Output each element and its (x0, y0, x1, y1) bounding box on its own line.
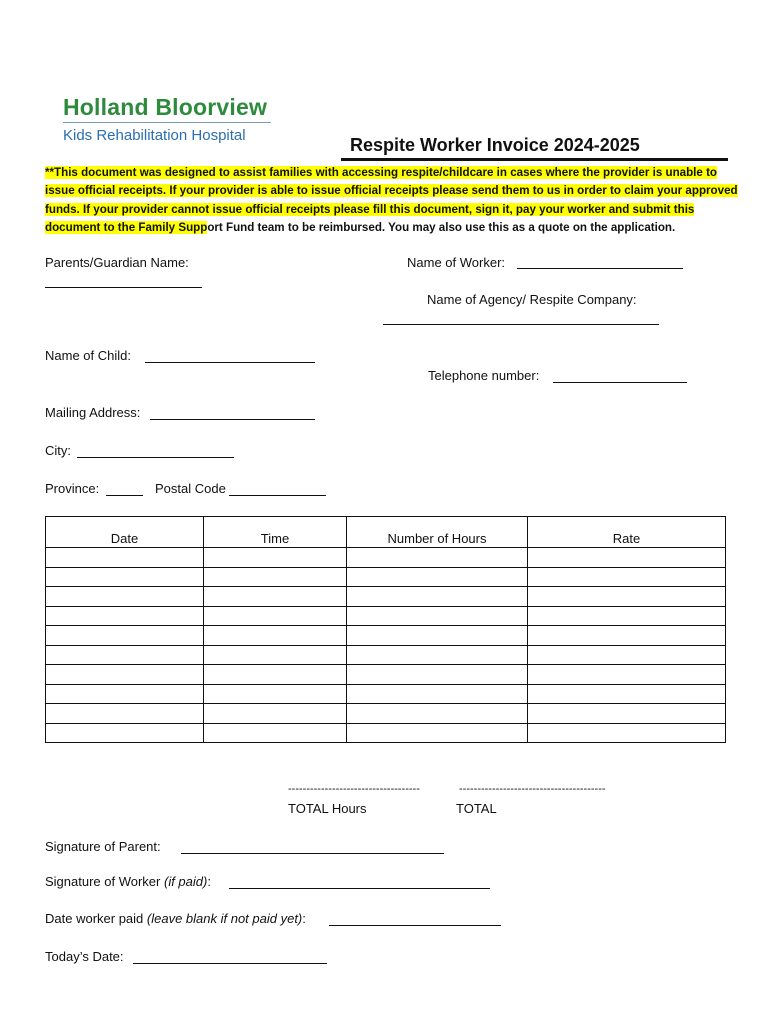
total-label: TOTAL (456, 801, 497, 816)
table-cell-date[interactable] (46, 684, 204, 704)
table-cell-rate[interactable] (528, 567, 726, 587)
parent-name-field[interactable] (45, 287, 202, 288)
todays-date-label: Today’s Date: (45, 949, 124, 964)
total-line: ---------------------------------------- (459, 783, 606, 795)
logo-subtitle: Kids Rehabilitation Hospital (63, 127, 246, 144)
column-header-date: Date (46, 517, 204, 548)
date-paid-note: (leave blank if not paid yet) (146, 911, 303, 926)
table-cell-time[interactable] (204, 645, 347, 665)
table-cell-time[interactable] (204, 626, 347, 646)
table-cell-time[interactable] (204, 606, 347, 626)
table-cell-time[interactable] (204, 587, 347, 607)
table-cell-hours[interactable] (347, 645, 528, 665)
parent-signature-field[interactable] (181, 853, 444, 854)
province-label: Province: (45, 481, 100, 496)
todays-date-field[interactable] (133, 963, 327, 964)
table-row (46, 645, 726, 665)
table-cell-hours[interactable] (347, 606, 528, 626)
table-cell-hours[interactable] (347, 704, 528, 724)
table-cell-rate[interactable] (528, 645, 726, 665)
worker-signature-note: (if paid) (163, 874, 208, 889)
table-cell-date[interactable] (46, 587, 204, 607)
date-paid-field[interactable] (329, 925, 501, 926)
logo-name: Holland Bloorview (63, 94, 268, 120)
postal-code-field[interactable] (229, 495, 326, 496)
table-cell-date[interactable] (46, 626, 204, 646)
telephone-label: Telephone number: (428, 368, 540, 383)
total-hours-line: ------------------------------------ (288, 783, 420, 795)
table-cell-date[interactable] (46, 723, 204, 743)
table-cell-hours[interactable] (347, 684, 528, 704)
date-paid-text: Date worker paid (45, 911, 147, 926)
parent-name-label: Parents/Guardian Name: (45, 255, 189, 270)
table-row (46, 626, 726, 646)
table-cell-date[interactable] (46, 567, 204, 587)
table-cell-rate[interactable] (528, 684, 726, 704)
table-cell-rate[interactable] (528, 548, 726, 568)
table-body (46, 548, 726, 743)
page-title: Respite Worker Invoice 2024-2025 (350, 135, 640, 155)
worker-name-label: Name of Worker: (407, 255, 506, 270)
worker-signature-text: Signature of Worker (45, 874, 164, 889)
table-cell-rate[interactable] (528, 704, 726, 724)
worker-name-field[interactable] (517, 268, 683, 269)
city-field[interactable] (77, 457, 234, 458)
column-header-rate: Rate (528, 517, 726, 548)
table-cell-rate[interactable] (528, 626, 726, 646)
table-row (46, 548, 726, 568)
agency-label: Name of Agency/ Respite Company: (427, 292, 637, 307)
table-cell-date[interactable] (46, 606, 204, 626)
table-cell-hours[interactable] (347, 587, 528, 607)
table-cell-time[interactable] (204, 567, 347, 587)
date-paid-colon: : (302, 911, 306, 926)
table-cell-hours[interactable] (347, 548, 528, 568)
mailing-address-label: Mailing Address: (45, 405, 141, 420)
table-cell-rate[interactable] (528, 587, 726, 607)
table-row (46, 567, 726, 587)
column-header-hours: Number of Hours (347, 517, 528, 548)
logo-divider (63, 122, 271, 123)
table-cell-time[interactable] (204, 548, 347, 568)
total-hours-label: TOTAL Hours (288, 801, 367, 816)
table-header-row (46, 517, 726, 548)
table-cell-time[interactable] (204, 704, 347, 724)
telephone-field[interactable] (553, 382, 687, 383)
table-cell-date[interactable] (46, 704, 204, 724)
agency-field[interactable] (383, 324, 659, 325)
worker-signature-field[interactable] (229, 888, 490, 889)
table-row (46, 704, 726, 724)
table-cell-time[interactable] (204, 723, 347, 743)
table-cell-date[interactable] (46, 548, 204, 568)
table-row (46, 606, 726, 626)
table-cell-rate[interactable] (528, 723, 726, 743)
notice-highlighted-text: **This document was designed to assist families with accessing respite/childcare in cases where the provider is unable to issue official receipts. If your provider is able to issue official receipts please send them to us in order to claim your approved funds. If your provider cannot issue official receipts please fill this document, sign it, pay your worker and submit this document to the Family Supp (45, 166, 738, 235)
column-header-time: Time (204, 517, 347, 548)
province-field[interactable] (106, 495, 143, 496)
child-name-label: Name of Child: (45, 348, 131, 363)
table-cell-rate[interactable] (528, 606, 726, 626)
table-cell-date[interactable] (46, 665, 204, 685)
parent-signature-label: Signature of Parent: (45, 839, 161, 854)
table-cell-time[interactable] (204, 684, 347, 704)
table-row (46, 665, 726, 685)
table-cell-hours[interactable] (347, 723, 528, 743)
notice-paragraph (45, 164, 740, 238)
date-paid-label (45, 911, 306, 926)
worker-signature-colon: : (207, 874, 211, 889)
invoice-table (45, 516, 726, 743)
table-cell-hours[interactable] (347, 567, 528, 587)
table-row (46, 684, 726, 704)
table-cell-rate[interactable] (528, 665, 726, 685)
table-cell-date[interactable] (46, 645, 204, 665)
table-row (46, 723, 726, 743)
table-cell-hours[interactable] (347, 665, 528, 685)
table-cell-hours[interactable] (347, 626, 528, 646)
mailing-address-field[interactable] (150, 419, 315, 420)
title-underline (341, 158, 728, 161)
notice-text: ort Fund team to be reimbursed. You may also use this as a quote on the application. (207, 221, 676, 235)
table-row (46, 587, 726, 607)
table-cell-time[interactable] (204, 665, 347, 685)
worker-signature-label (45, 874, 211, 889)
child-name-field[interactable] (145, 362, 315, 363)
postal-code-label: Postal Code (155, 481, 226, 496)
city-label: City: (45, 443, 71, 458)
